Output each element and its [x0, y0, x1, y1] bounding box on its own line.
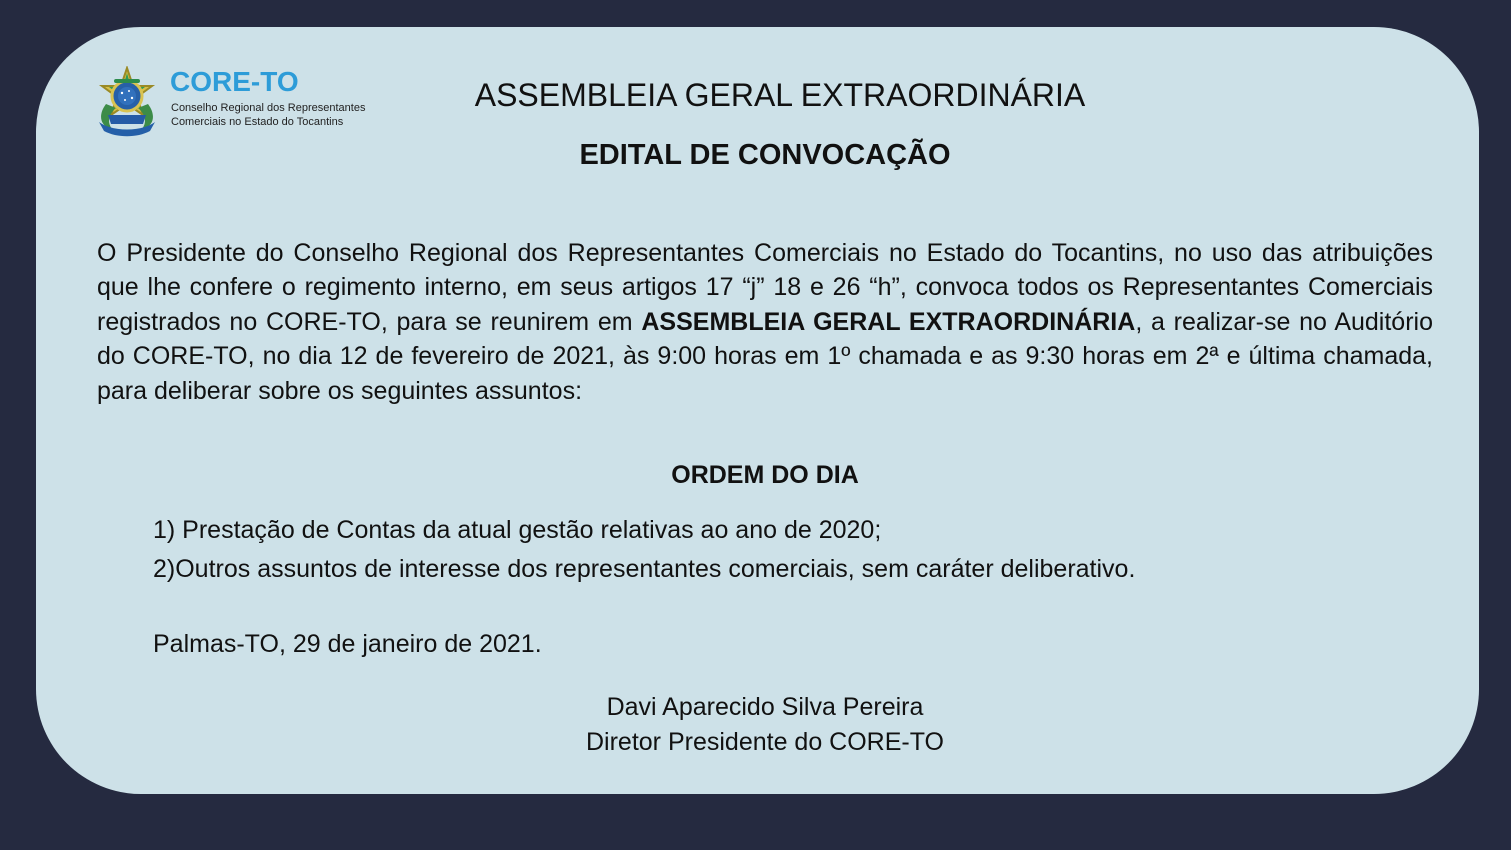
signature-role: Diretor Presidente do CORE-TO	[586, 728, 944, 756]
assembly-title: ASSEMBLEIA GERAL EXTRAORDINÁRIA	[474, 77, 1086, 113]
paragraph-text-after-bold: , a realizar-se no Auditório do CORE-TO, no dia 12 de fevereiro de 2021, às 9:00 horas em 1º chamada e as 9:30 horas em 2ª e última chamada, para deliberar sobre os seguintes assuntos:	[97, 307, 1433, 405]
notice-subtitle: EDITAL DE CONVOCAÇÃO	[579, 139, 951, 171]
agenda-heading: ORDEM DO DIA	[671, 461, 859, 489]
convocation-paragraph	[97, 236, 1433, 408]
logo-subtitle	[171, 101, 386, 129]
agenda-item: 2)Outros assuntos de interesse dos representantes comerciais, sem caráter deliberativo.	[153, 555, 1136, 583]
signature-name: Davi Aparecido Silva Pereira	[606, 693, 924, 721]
paragraph-text-before-bold: O Presidente do Conselho Regional dos Representantes Comerciais no Estado do Tocantins, no uso das atribuições que lhe confere o regimento interno, em seus artigos 17 “j” 18 e 26 “h”, convoca todos os Representantes Comerciais registrados no CORE-TO, para se reunirem em	[97, 239, 1433, 336]
core-to-logo	[92, 66, 382, 138]
logo-subtitle-line-2: Comerciais no Estado do Tocantins	[171, 116, 344, 128]
agenda-item: 1) Prestação de Contas da atual gestão relativas ao ano de 2020;	[153, 516, 882, 544]
logo-wordmark: CORE-TO	[170, 66, 299, 97]
brazil-coat-of-arms-icon	[92, 66, 162, 138]
paragraph-bold-text: ASSEMBLEIA GERAL EXTRAORDINÁRIA	[641, 307, 1136, 336]
logo-subtitle-line-1: Conselho Regional dos Representantes	[171, 102, 366, 114]
date-line: Palmas-TO, 29 de janeiro de 2021.	[153, 630, 542, 658]
